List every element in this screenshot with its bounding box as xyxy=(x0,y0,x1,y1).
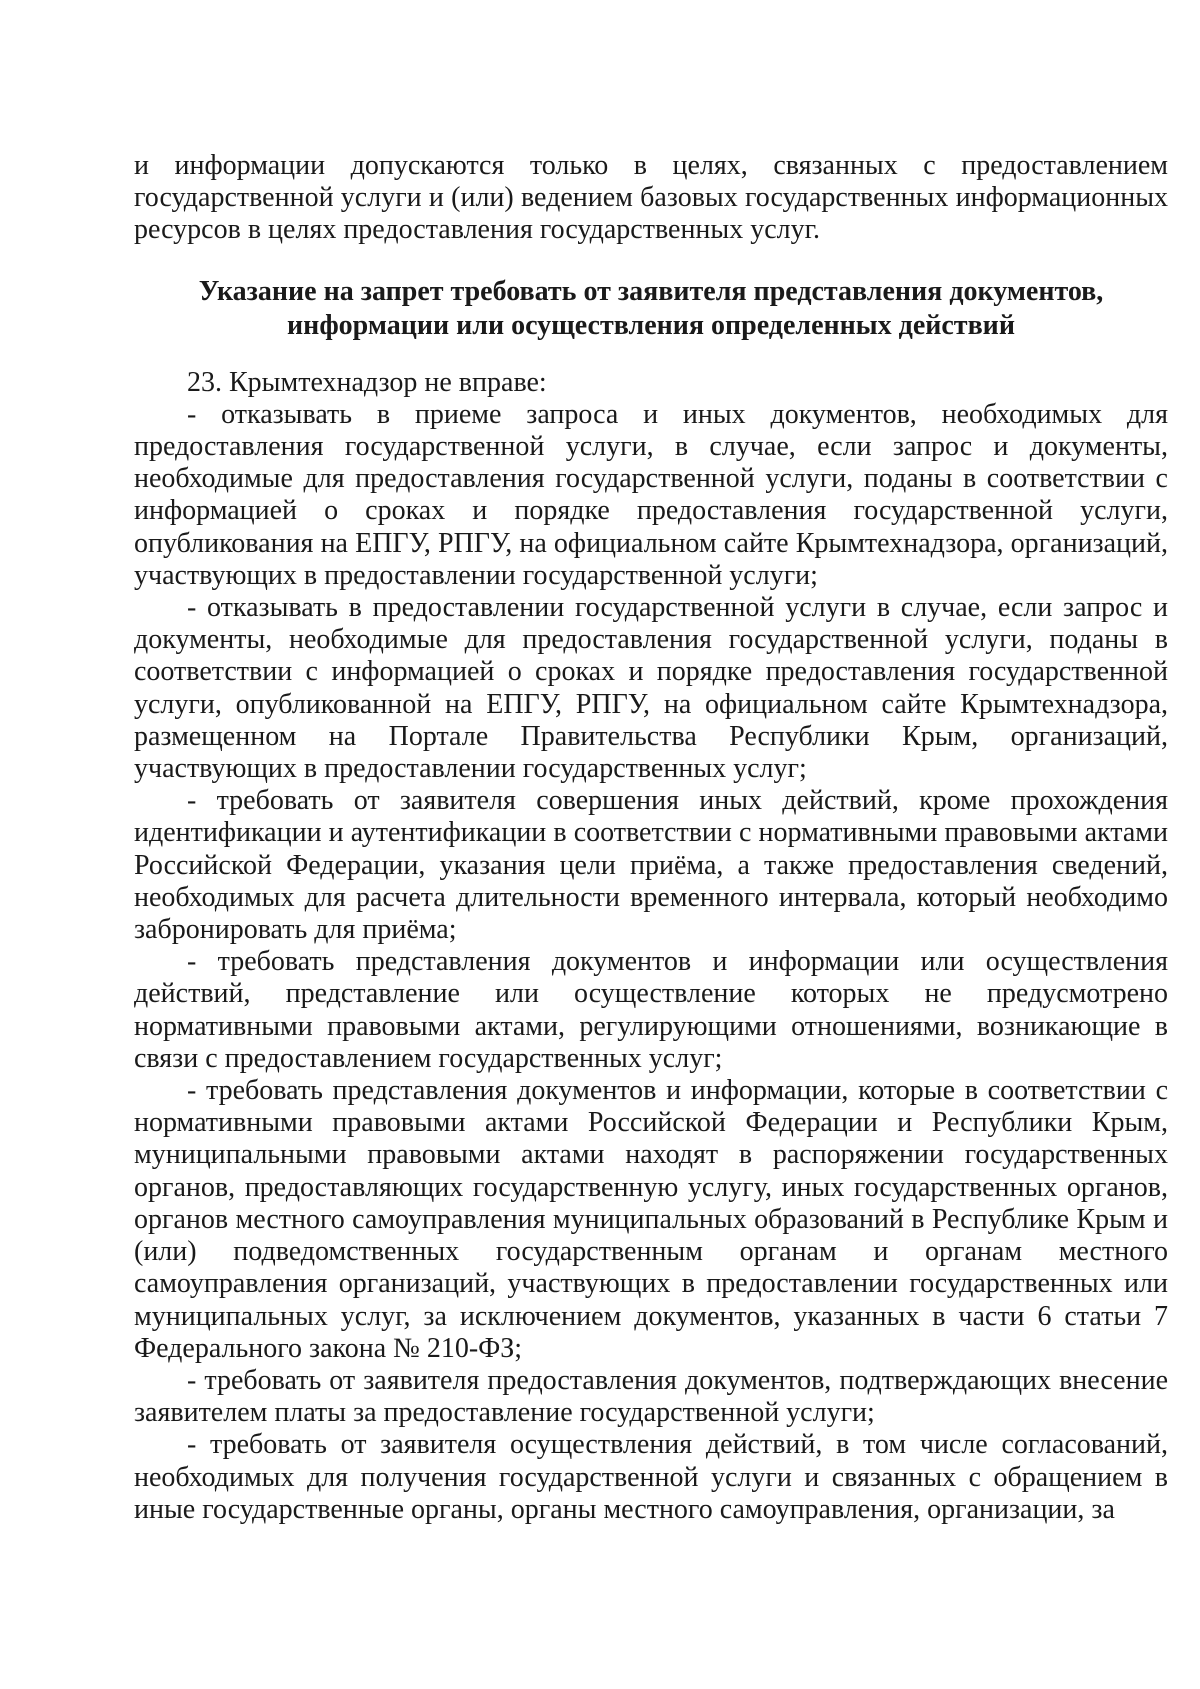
clause-lead: 23. Крымтехнадзор не вправе: xyxy=(187,366,547,398)
list-item: - требовать представления документов и информации, которые в соответствии с нормативными правовыми актами Российской Федерации и Республики Крым, муниципальными правовыми актами находят в распоряжении государственных органов, предоставляющих государственную услугу, иных государственных органов, органов местного самоуправления муниципальных образований в Республике Крым и (или) подведомственных государственным органам и органам местного самоуправления организаций, участвующих в предоставлении государственных или муниципальных услуг, за исключением документов, указанных в части 6 статьи 7 Федерального закона № 210-ФЗ; xyxy=(134,1075,1168,1364)
list-item: - требовать от заявителя совершения иных действий, кроме прохождения идентификации и аутентификации в соответствии с нормативными правовыми актами Российской Федерации, указания цели приёма, а также предоставления сведений, необходимых для расчета длительности временного интервала, который необходимо забронировать для приёма; xyxy=(134,785,1168,946)
section-heading xyxy=(134,275,1168,343)
list-item: - отказывать в предоставлении государственной услуги в случае, если запрос и документы, необходимые для предоставления государственной услуги, поданы в соответствии с информацией о сроках и порядке предоставления государственной услуги, опубликованной на ЕПГУ, РПГУ, на официальном сайте Крымтехнадзора, размещенном на Портале Правительства Республики Крым, организаций, участвующих в предоставлении государственных услуг; xyxy=(134,592,1168,785)
section-heading-line-1: Указание на запрет требовать от заявителя представления документов, xyxy=(198,275,1104,307)
list-item: - требовать представления документов и информации или осуществления действий, представление или осуществление которых не предусмотрено нормативными правовыми актами, регулирующими отношениями, возникающие в связи с предоставлением государственных услуг; xyxy=(134,946,1168,1074)
document-body xyxy=(134,150,1168,1526)
intro-paragraph: и информации допускаются только в целях, связанных с предоставлением государственной услуги и (или) ведением базовых государственных информационных ресурсов в целях предоставления государственных услуг. xyxy=(134,150,1168,246)
list-item: - требовать от заявителя предоставления документов, подтверждающих внесение заявителем платы за предоставление государственной услуги; xyxy=(134,1364,1168,1429)
list-item: - требовать от заявителя осуществления действий, в том числе согласований, необходимых для получения государственной услуги и связанных с обращением в иные государственные органы, органы местного самоуправления, организации, за xyxy=(134,1429,1168,1525)
list-item: - отказывать в приеме запроса и иных документов, необходимых для предоставления государственной услуги, в случае, если запрос и документы, необходимые для предоставления государственной услуги, поданы в соответствии с информацией о сроках и порядке предоставления государственной услуги, опубликования на ЕПГУ, РПГУ, на официальном сайте Крымтехнадзора, организаций, участвующих в предоставлении государственной услуги; xyxy=(134,398,1168,591)
section-heading-line-2: информации или осуществления определенных действий xyxy=(287,309,1015,341)
